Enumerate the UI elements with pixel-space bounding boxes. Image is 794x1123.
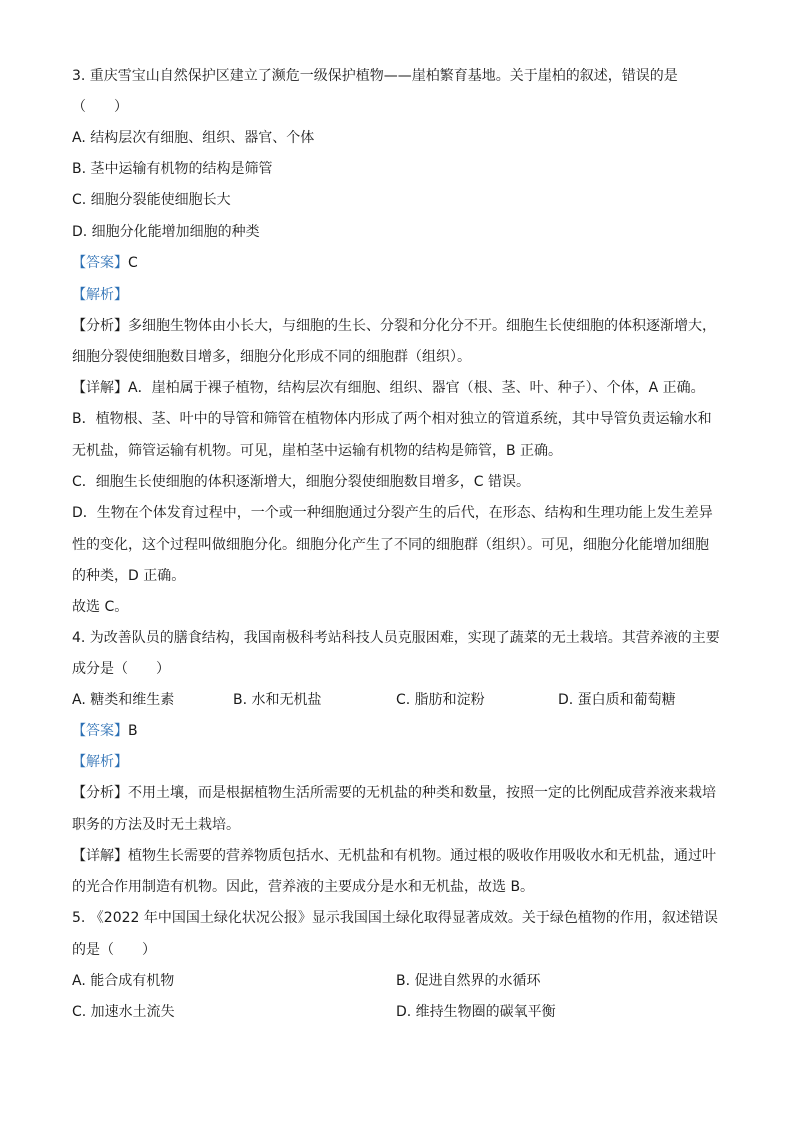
q4-answer: B <box>128 723 138 739</box>
q4-fenxi-tag: 【分析】 <box>72 785 128 801</box>
q4-fenxi-line-2: 职务的方法及时无土栽培。 <box>72 817 240 833</box>
q3-analysis-tag: 【解析】 <box>72 287 128 303</box>
q4-option-b: B. 水和无机盐 <box>233 692 322 708</box>
q4-fenxi-line-1 <box>72 783 716 803</box>
q4-analysis-tag: 【解析】 <box>72 754 128 770</box>
q3-fenxi-line-1 <box>72 316 716 336</box>
q5-stem-line-1: 5. 《2022 年中国国土绿化状况公报》显示我国国土绿化取得显著成效。关于绿色植物的作用，叙述错误 <box>72 910 718 926</box>
q5-option-c: C. 加速水土流失 <box>72 1004 175 1020</box>
q4-option-c: C. 脂肪和淀粉 <box>396 692 485 708</box>
q4-xiangjie-text-1: 植物生长需要的营养物质包括水、无机盐和有机物。通过根的吸收作用吸收水和无机盐，通过叶 <box>128 848 716 864</box>
q3-option-b: B. 茎中运输有机物的结构是筛管 <box>72 161 273 177</box>
q3-stem: 3. 重庆雪宝山自然保护区建立了濒危一级保护植物——崖柏繁育基地。关于崖柏的叙述，错误的是 <box>72 68 678 84</box>
q4-xiangjie-tag: 【详解】 <box>72 848 128 864</box>
q3-fenxi-text-1: 多细胞生物体由小长大，与细胞的生长、分裂和分化分不开。细胞生长使细胞的体积逐渐增大， <box>128 318 716 334</box>
q3-detail-line-2: 无机盐，筛管运输有机物。可见，崖柏茎中运输有机物的结构是筛管，B 正确。 <box>72 443 563 459</box>
q5-option-b: B. 促进自然界的水循环 <box>396 973 541 989</box>
q4-xiangjie-line-1 <box>72 846 716 866</box>
q4-stem-line-2: 成分是（ ） <box>72 661 170 677</box>
q3-conclusion: 故选 C。 <box>72 599 129 615</box>
q3-fenxi-line-2: 细胞分裂使细胞数目增多，细胞分化形成不同的细胞群（组织）。 <box>72 349 471 365</box>
q3-answer-tag: 【答案】 <box>72 255 128 271</box>
q3-detail-line-1: B．植物根、茎、叶中的导管和筛管在植物体内形成了两个相对独立的管道系统，其中导管负责运输水和 <box>72 411 712 427</box>
q3-detail-line-5: 性的变化，这个过程叫做细胞分化。细胞分化产生了不同的细胞群（组织）。可见，细胞分化能增加细胞 <box>72 537 709 553</box>
q3-option-c: C. 细胞分裂能使细胞长大 <box>72 192 231 208</box>
q3-answer: C <box>128 255 138 271</box>
q4-option-a: A. 糖类和维生素 <box>72 692 175 708</box>
q4-xiangjie-line-2: 的光合作用制造有机物。因此，营养液的主要成分是水和无机盐，故选 B。 <box>72 879 535 895</box>
q3-detail-line-3: C．细胞生长使细胞的体积逐渐增大，细胞分裂使细胞数目增多，C 错误。 <box>72 474 530 490</box>
q3-option-d: D. 细胞分化能增加细胞的种类 <box>72 224 260 240</box>
q3-blank: （ ） <box>72 99 128 115</box>
q5-stem-line-2: 的是（ ） <box>72 942 156 958</box>
q3-xiangjie-line-1 <box>72 378 705 398</box>
q4-fenxi-text-1: 不用土壤，而是根据植物生活所需要的无机盐的种类和数量，按照一定的比例配成营养液来栽培 <box>128 785 716 801</box>
q5-option-d: D. 维持生物圈的碳氧平衡 <box>396 1004 556 1020</box>
q4-answer-line <box>72 721 138 741</box>
q4-answer-tag: 【答案】 <box>72 723 128 739</box>
q3-xiangjie-text-1: A．崖柏属于裸子植物，结构层次有细胞、组织、器官（根、茎、叶、种子）、个体，A 正确。 <box>128 380 705 396</box>
q3-detail-line-6: 的种类，D 正确。 <box>72 568 186 584</box>
q4-option-d: D. 蛋白质和葡萄糖 <box>558 692 676 708</box>
q3-xiangjie-tag: 【详解】 <box>72 380 128 396</box>
q3-answer-line <box>72 253 138 273</box>
q4-stem-line-1: 4. 为改善队员的膳食结构，我国南极科考站科技人员克服困难，实现了蔬菜的无土栽培。其营养液的主要 <box>72 630 720 646</box>
q3-fenxi-tag: 【分析】 <box>72 318 128 334</box>
q3-detail-line-4: D．生物在个体发育过程中，一个或一种细胞通过分裂产生的后代，在形态、结构和生理功能上发生差异 <box>72 505 713 521</box>
q3-option-a: A. 结构层次有细胞、组织、器官、个体 <box>72 130 315 146</box>
q5-option-a: A. 能合成有机物 <box>72 973 175 989</box>
